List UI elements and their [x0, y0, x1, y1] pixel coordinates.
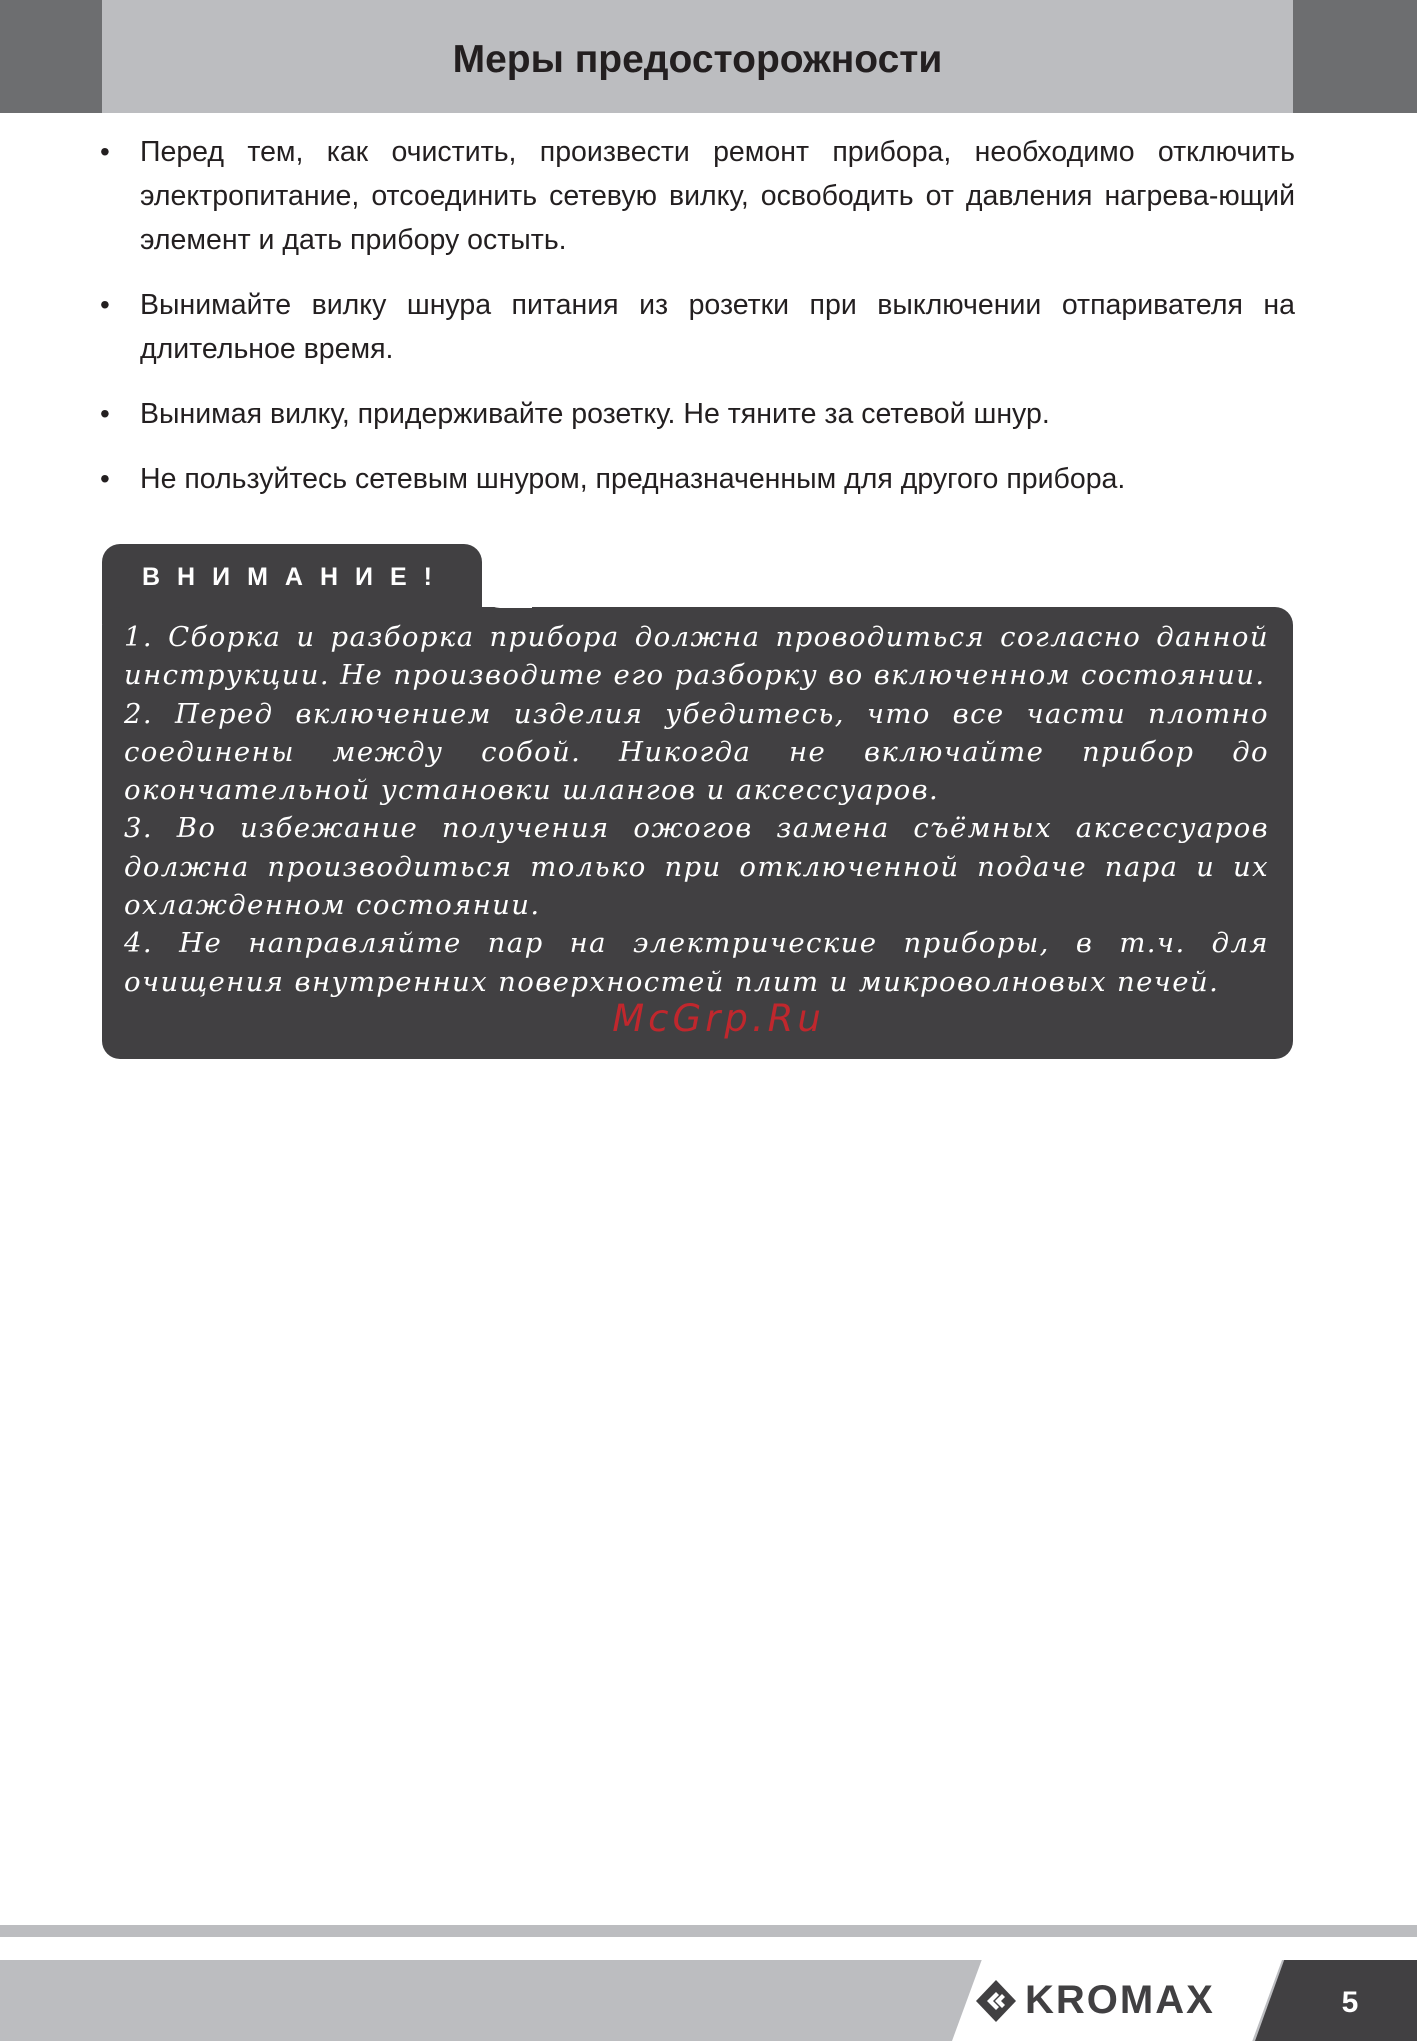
list-item — [100, 130, 1295, 262]
bullet-icon: • — [100, 289, 110, 320]
warning-text — [124, 618, 1269, 1001]
kromax-logo-icon — [975, 1979, 1017, 2023]
header-bar — [102, 0, 1293, 113]
bullet-icon: • — [100, 463, 110, 494]
list-item — [100, 392, 1295, 436]
page-title: Меры предосторожности — [452, 37, 943, 81]
list-item-text: Не пользуйтесь сетевым шнуром, предназначенным для другого прибора. — [140, 463, 1126, 495]
list-item — [100, 457, 1295, 501]
warning-item: 2. Перед включением изделия убедитесь, что все части плотно соединены между собой. Никогда не включайте прибор до окончательной установки шлангов и аксессуаров. — [124, 697, 1269, 807]
warning-item: 4. Не направляйте пар на электрические приборы, в т.ч. для очищения внутренних поверхностей плит и микроволновых печей. — [124, 927, 1269, 998]
list-item — [100, 283, 1295, 371]
warning-item: 1. Сборка и разборка прибора должна проводиться согласно данной инструкции. Не производите его разборку во включенном состоянии. — [124, 621, 1269, 692]
header-left-block — [0, 0, 102, 113]
warning-item: 3. Во избежание получения ожогов замена съёмных аксессуаров должна производиться только при отключенной подаче пара и их охлажденном состоянии. — [124, 812, 1269, 922]
brand-name: KROMAX — [1025, 1978, 1215, 2022]
list-item-text: Перед тем, как очистить, произвести ремонт прибора, необходимо отключить электропитание, отсоединить сетевую вилку, освободить от давления нагрева-ющий элемент и дать прибору остыть. — [140, 136, 1295, 256]
header-right-block — [1293, 0, 1417, 113]
precautions-list — [100, 130, 1295, 522]
bullet-icon: • — [100, 136, 110, 167]
list-item-text: Вынимайте вилку шнура питания из розетки при выключении отпаривателя на длительное время. — [140, 289, 1295, 365]
brand-logo — [975, 1978, 1215, 2023]
footer-line — [0, 1925, 1417, 1937]
watermark: McGrp.Ru — [612, 997, 825, 1040]
warning-tab-notch — [482, 575, 532, 608]
list-item-text: Вынимая вилку, придерживайте розетку. Не тяните за сетевой шнур. — [140, 398, 1050, 430]
bullet-icon: • — [100, 398, 110, 429]
page-number: 5 — [1341, 1986, 1359, 2019]
warning-label: ВНИМАНИЕ! — [142, 563, 449, 591]
